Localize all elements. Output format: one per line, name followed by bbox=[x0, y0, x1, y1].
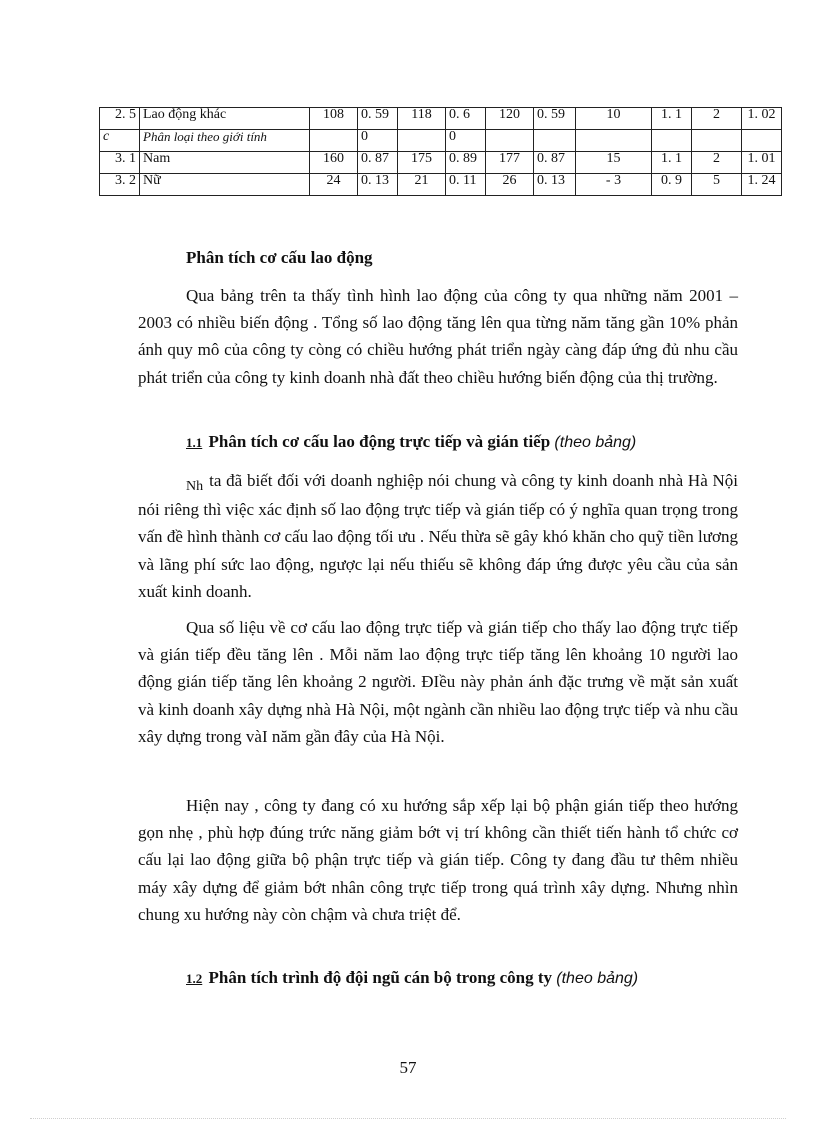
table-cell: 118 bbox=[398, 108, 446, 130]
table-cell: 1. 02 bbox=[742, 108, 782, 130]
table-cell: 10 bbox=[576, 108, 652, 130]
table-cell bbox=[398, 130, 446, 152]
subsection-2-ref: (theo bảng) bbox=[556, 970, 639, 987]
paragraph-2 bbox=[138, 467, 738, 605]
row-code: c bbox=[100, 130, 140, 152]
table-cell: 0 bbox=[446, 130, 486, 152]
table-cell: 0. 89 bbox=[446, 152, 486, 174]
subsection-2-title: Phân tích trình độ đội ngũ cán bộ trong công ty bbox=[208, 968, 553, 987]
table-row bbox=[100, 174, 782, 196]
subsection-1-number: 1.1 bbox=[186, 435, 203, 450]
table-cell bbox=[652, 130, 692, 152]
subsection-1-title: Phân tích cơ cấu lao động trực tiếp và gián tiếp bbox=[208, 432, 551, 451]
row-code: 3. 2 bbox=[100, 174, 140, 196]
table-cell bbox=[486, 130, 534, 152]
table-cell: 160 bbox=[310, 152, 358, 174]
table-cell: 108 bbox=[310, 108, 358, 130]
table-cell: 21 bbox=[398, 174, 446, 196]
table-cell: 0. 13 bbox=[358, 174, 398, 196]
table-cell: - 3 bbox=[576, 174, 652, 196]
table-cell: 0. 87 bbox=[534, 152, 576, 174]
footer-divider bbox=[30, 1118, 786, 1119]
row-label: Nữ bbox=[140, 174, 310, 196]
table-cell: 24 bbox=[310, 174, 358, 196]
paragraph-4: Hiện nay , công ty đang có xu hướng sắp xếp lại bộ phận gián tiếp theo hướng gọn nhẹ , phù hợp đúng trức năng giảm bớt vị trí không cần thiết tiến hành tổ chức cơ cấu lại lao động giữa bộ phận trực tiếp và gián tiếp. Công ty đang đầu tư thêm nhiều máy xây dựng để giảm bớt nhân công trực tiếp trong quá trình xây dựng. Nhưng nhìn chung xu hướng này còn chậm và chưa triệt để. bbox=[138, 796, 738, 924]
table-cell: 175 bbox=[398, 152, 446, 174]
page-number: 57 bbox=[399, 1058, 417, 1077]
table-cell: 5 bbox=[692, 174, 742, 196]
subsection-2-heading bbox=[186, 968, 638, 988]
subsection-1-ref: (theo bảng) bbox=[554, 434, 637, 451]
table-row bbox=[100, 108, 782, 130]
table-cell: 1. 01 bbox=[742, 152, 782, 174]
paragraph-1: Qua bảng trên ta thấy tình hình lao động của công ty qua những năm 2001 –2003 có nhiều biến động . Tổng số lao động tăng lên qua từng năm tăng gần 10% phản ánh quy mô của công ty còng có chiều hướng phát triển ngày càng đáp ứng đủ nhu cầu phát triển của công ty kinh doanh nhà đất theo chiều hướng biến động của thị trường. bbox=[138, 286, 738, 387]
table-cell: 2 bbox=[692, 152, 742, 174]
table-row bbox=[100, 130, 782, 152]
table-cell: 0. 11 bbox=[446, 174, 486, 196]
table-cell bbox=[692, 130, 742, 152]
paragraph-3: Qua số liệu về cơ cấu lao động trực tiếp và gián tiếp cho thấy lao động trực tiếp và gián tiếp đều tăng lên . Mỗi năm lao động trực tiếp tăng lên khoảng 10 người lao động gián tiếp tăng lên khoảng 2 người. ĐIều này phản ánh đặc trưng về mặt sản xuất và kinh doanh xây dựng nhà Hà Nội, một ngành cần nhiều lao động trực tiếp và nhu cầu xây dựng trong vàI năm gần đây của Hà Nội. bbox=[138, 618, 738, 746]
paragraph-2-lead: Nh bbox=[186, 479, 204, 494]
subsection-2-number: 1.2 bbox=[186, 971, 203, 986]
table-cell: 1. 1 bbox=[652, 108, 692, 130]
table-cell: 0. 59 bbox=[534, 108, 576, 130]
table-cell: 120 bbox=[486, 108, 534, 130]
row-code: 3. 1 bbox=[100, 152, 140, 174]
table-cell: 0. 59 bbox=[358, 108, 398, 130]
table-cell: 0. 9 bbox=[652, 174, 692, 196]
paragraph-2-body: ta đã biết đối với doanh nghiệp nói chung và công ty kinh doanh nhà Hà Nội nói riêng thì việc xác định số lao động trực tiếp và gián tiếp có ý nghĩa quan trọng trong vấn đề hình thành cơ cấu lao động tối ưu . Nếu thừa sẽ gây khó khăn cho quỹ tiền lương và lãng phí sức lao động, ngược lại nếu thiếu sẽ không đáp ứng được yêu cầu của sản xuất kinh doanh. bbox=[138, 471, 738, 601]
subsection-1-heading bbox=[186, 432, 636, 452]
labor-table bbox=[99, 107, 782, 196]
table-cell: 15 bbox=[576, 152, 652, 174]
section-title: Phân tích cơ cấu lao động bbox=[186, 248, 373, 267]
table-cell bbox=[534, 130, 576, 152]
table-row bbox=[100, 152, 782, 174]
row-code: 2. 5 bbox=[100, 108, 140, 130]
table-cell: 177 bbox=[486, 152, 534, 174]
table-cell bbox=[742, 130, 782, 152]
table-cell: 1. 24 bbox=[742, 174, 782, 196]
row-label: Lao động khác bbox=[140, 108, 310, 130]
table-cell: 26 bbox=[486, 174, 534, 196]
table-cell: 0. 6 bbox=[446, 108, 486, 130]
table-cell: 2 bbox=[692, 108, 742, 130]
table-cell: 1. 1 bbox=[652, 152, 692, 174]
table-cell: 0. 87 bbox=[358, 152, 398, 174]
table-cell: 0. 13 bbox=[534, 174, 576, 196]
table-cell bbox=[310, 130, 358, 152]
row-label: Phân loại theo giới tính bbox=[140, 130, 310, 152]
row-label: Nam bbox=[140, 152, 310, 174]
table-cell: 0 bbox=[358, 130, 398, 152]
table-cell bbox=[576, 130, 652, 152]
